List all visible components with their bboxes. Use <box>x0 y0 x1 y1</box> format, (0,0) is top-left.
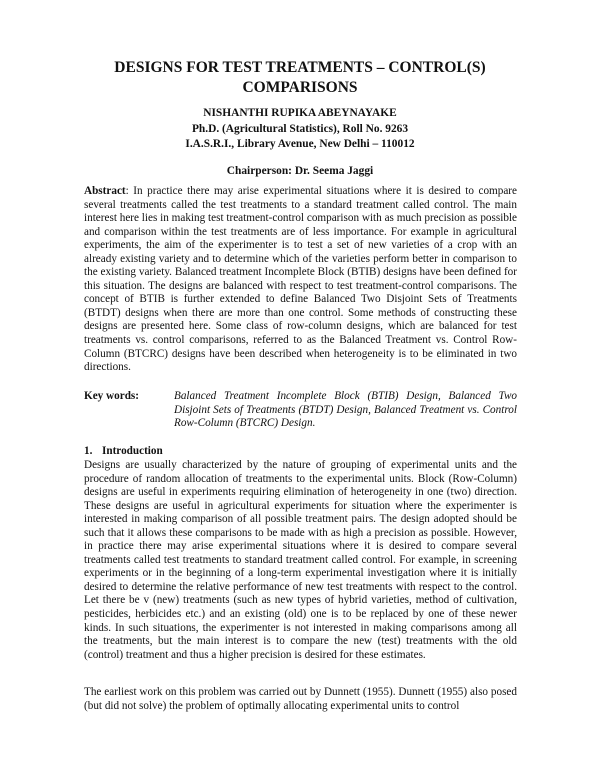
title-line-1: DESIGNS FOR TEST TREATMENTS – CONTROL(S) <box>114 59 486 76</box>
chairperson: Chairperson: Dr. Seema Jaggi <box>226 165 374 177</box>
keywords-label: Key words: <box>84 390 139 402</box>
abstract-text: : In practice there may arise experimental situations where it is desired to compare several treatments called the test treatments to a standard treatment called control. The main interest here lies in making test treatment-control comparison with as much precision as possible and comparison within the test treatments are of less importance. For example in agricultural experiments, the aim of the experimenter is to test a set of new varieties of a crop with an already existing variety and to determine which of the varieties perform better in comparison to the existing variety. Balanced treatment Incomplete Block (BTIB) designs have been defined for this situation. The designs are balanced with respect to test treatment-control comparisons. The concept of BTIB is further extended to define Balanced Two Disjoint Sets of Treatments (BTDT) designs when there are more than one control. Some methods of constructing these designs are presented here. Some class of row-column designs, which are balanced for test treatments vs. control comparisons, referred to as the Balanced Treatment vs. Control Row-Column (BTCRC) designs have been described when heterogeneity is to be eliminated in two directions. <box>84 185 517 374</box>
abstract-label: Abstract <box>84 185 126 197</box>
abstract <box>84 185 517 375</box>
keywords <box>84 390 517 431</box>
author-degree: Ph.D. (Agricultural Statistics), Roll No. 9263 <box>191 122 409 135</box>
author-name: NISHANTHI RUPIKA ABEYNAYAKE <box>203 107 397 119</box>
author-block <box>80 106 520 153</box>
keywords-text: Balanced Treatment Incomplete Block (BTIB) Design, Balanced Two Disjoint Sets of Treatments (BTDT) Design, Balanced Treatment vs. Control Row-Column (BTCRC) Design. <box>174 390 517 430</box>
author-institute: I.A.S.R.I., Library Avenue, New Delhi – 110012 <box>185 138 415 150</box>
intro-paragraph-2: The earliest work on this problem was carried out by Dunnett (1955). Dunnett (1955) also posed (but did not solve) the problem of optimally allocating experimental units to control <box>84 686 517 712</box>
section-heading <box>84 445 163 459</box>
section-number: 1. <box>84 445 93 457</box>
paper-title <box>80 58 520 98</box>
section-title: Introduction <box>102 445 163 457</box>
title-line-2: COMPARISONS <box>242 79 358 96</box>
intro-paragraph-1: Designs are usually characterized by the nature of grouping of experimental units and the procedure of random allocation of treatments to the experimental units. Block (Row-Column) designs are useful in experiments requiring elimination of heterogeneity in one (two) direction. These designs are useful in agricultural experiments for situation where the experimenter is interested in making comparison of all possible treatment pairs. The design adopted should be such that it allows these comparisons to be made with as high a precision as possible. However, in practice there may arise experimental situations where it is desired to compare several treatments called test treatments to standard treatment called control. For example, in screening experiments or in the beginning of a long-term experimental investigation where it is initially desired to determine the relative performance of new test treatments with respect to the control. Let there be v (new) treatments (such as new types of hybrid varieties, method of cultivation, pesticides, herbicides etc.) and an existing (old) one is to be replaced by one of these newer kinds. In such situations, the experimenter is not interested in making comparisons among all the treatments, but the main interest is to compare the new (test) treatments with the old (control) treatment and thus a higher precision is desired for these estimates. <box>84 459 517 661</box>
